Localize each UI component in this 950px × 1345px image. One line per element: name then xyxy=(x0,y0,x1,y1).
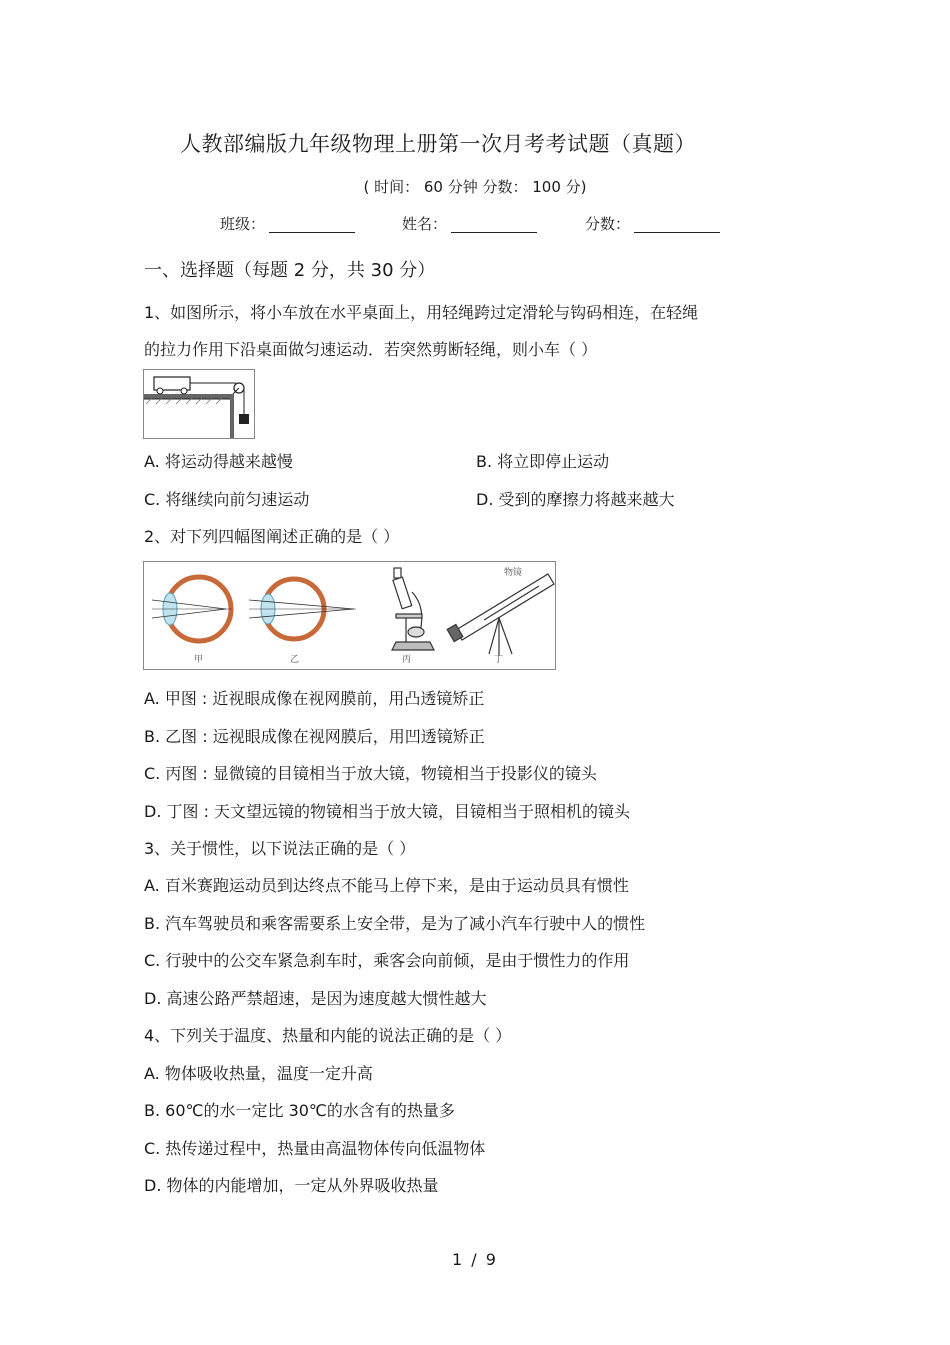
q4-option-a[interactable]: A. 物体吸收热量，温度一定升高 xyxy=(144,1064,373,1083)
q4-option-b[interactable]: B. 60℃的水一定比 30℃的水含有的热量多 xyxy=(144,1101,455,1120)
q4-option-c[interactable]: C. 热传递过程中，热量由高温物体传向低温物体 xyxy=(144,1139,486,1158)
label-bing: 丙 xyxy=(402,655,412,665)
q3-option-c[interactable]: C. 行驶中的公交车紧急刹车时，乘客会向前倾，是由于惯性力的作用 xyxy=(144,951,630,970)
q1-stem-line1: 1、如图所示，将小车放在水平桌面上，用轻绳跨过定滑轮与钩码相连，在轻绳 xyxy=(144,303,699,322)
q1-option-d[interactable]: D. 受到的摩擦力将越来越大 xyxy=(476,490,675,509)
q2-option-c[interactable]: C. 丙图 : 显微镜的目镜相当于放大镜，物镜相当于投影仪的镜头 xyxy=(144,764,597,783)
name-blank[interactable] xyxy=(451,216,537,233)
eye-diagram-jia xyxy=(152,577,232,641)
score-label: 分数： xyxy=(585,215,631,233)
microscope-diagram xyxy=(392,568,434,650)
optics-diagrams xyxy=(144,562,555,669)
q2-stem: 2、对下列四幅图阐述正确的是（ ） xyxy=(144,527,400,546)
q3-option-d[interactable]: D. 高速公路严禁超速，是因为速度越大惯性越大 xyxy=(144,989,487,1008)
label-objective: 物镜 xyxy=(504,568,523,578)
q2-option-d[interactable]: D. 丁图 : 天文望远镜的物镜相当于放大镜，目镜相当于照相机的镜头 xyxy=(144,802,631,821)
class-label: 班级： xyxy=(220,215,266,233)
class-blank[interactable] xyxy=(269,216,355,233)
label-ding: 丁 xyxy=(494,655,504,665)
exam-meta: ( 时间： 60 分钟 分数： 100 分) xyxy=(363,178,587,196)
q2-option-b[interactable]: B. 乙图 : 远视眼成像在视网膜后，用凹透镜矫正 xyxy=(144,727,485,746)
q2-figure-optics xyxy=(143,561,556,670)
name-field xyxy=(402,213,537,234)
q4-option-d[interactable]: D. 物体的内能增加，一定从外界吸收热量 xyxy=(144,1176,439,1195)
cart-pulley-diagram xyxy=(144,370,254,438)
q1-option-c[interactable]: C. 将继续向前匀速运动 xyxy=(144,490,310,509)
telescope-diagram xyxy=(447,574,554,656)
q1-option-a[interactable]: A. 将运动得越来越慢 xyxy=(144,452,293,471)
page-number: 1 / 9 xyxy=(452,1250,498,1269)
section-heading: 一、选择题（每题 2 分，共 30 分） xyxy=(144,260,436,281)
class-field xyxy=(220,213,355,234)
name-label: 姓名： xyxy=(402,215,448,233)
q3-stem: 3、关于惯性，以下说法正确的是（ ） xyxy=(144,839,416,858)
q2-option-a[interactable]: A. 甲图 : 近视眼成像在视网膜前，用凸透镜矫正 xyxy=(144,689,485,708)
q4-stem: 4、下列关于温度、热量和内能的说法正确的是（ ） xyxy=(144,1026,512,1045)
label-jia: 甲 xyxy=(194,655,204,665)
page-title: 人教部编版九年级物理上册第一次月考考试题（真题） xyxy=(180,132,696,156)
q3-option-a[interactable]: A. 百米赛跑运动员到达终点不能马上停下来，是由于运动员具有惯性 xyxy=(144,876,629,895)
label-yi: 乙 xyxy=(290,655,300,665)
score-blank[interactable] xyxy=(634,216,720,233)
q1-figure-cart-pulley xyxy=(143,369,255,439)
q1-stem-line2: 的拉力作用下沿桌面做匀速运动．若突然剪断轻绳，则小车（ ） xyxy=(144,340,598,359)
q1-option-b[interactable]: B. 将立即停止运动 xyxy=(476,452,610,471)
eye-diagram-yi xyxy=(249,579,356,639)
q3-option-b[interactable]: B. 汽车驾驶员和乘客需要系上安全带，是为了减小汽车行驶中人的惯性 xyxy=(144,914,646,933)
score-field xyxy=(585,213,720,234)
